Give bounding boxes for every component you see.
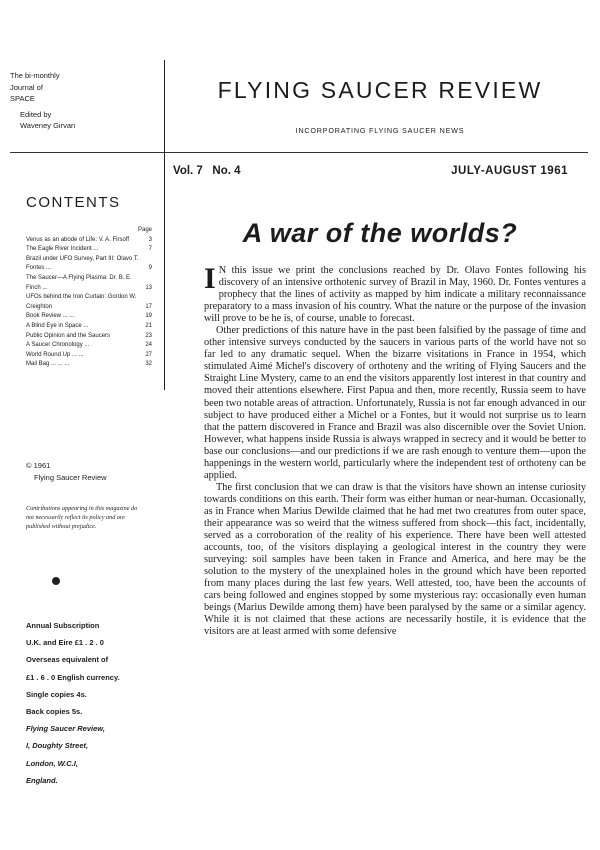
subscription-line: £1 . 6 . 0 English currency. [26, 672, 120, 682]
toc-entry-title: The Saucer—A Flying Plasma: Dr. B. E. Finch ... [26, 274, 132, 291]
journal-intro [10, 70, 160, 132]
address-line: London, W.C.I, [26, 758, 78, 768]
intro-line: Journal of [10, 82, 43, 92]
column-divider [164, 60, 165, 390]
toc-entry-page: 7 [148, 246, 152, 253]
address-line: England. [26, 775, 58, 785]
toc-entry[interactable] [26, 341, 152, 351]
toc-entry-title: A Saucer Chronology ... [26, 342, 90, 349]
toc-entry-title: The Eagle River Incident ... [26, 246, 99, 253]
toc-entry-title: UFOs behind the Iron Curtain: Gordon W. Creighton [26, 294, 137, 310]
toc-entry[interactable] [26, 360, 152, 370]
toc-entry-page: 3 [148, 236, 152, 243]
intro-line: SPACE [10, 94, 35, 103]
issue-date: JULY-AUGUST 1961 [451, 165, 568, 177]
masthead-title: FLYING SAUCER REVIEW [217, 77, 543, 103]
toc-entry[interactable] [26, 245, 152, 255]
bullet-ornament [52, 577, 60, 585]
copyright-line: © 1961 [26, 461, 51, 470]
toc-entry-page: 21 [145, 322, 152, 329]
toc-page-header: Page [137, 227, 152, 233]
article-body [204, 265, 586, 805]
toc-entry[interactable] [26, 293, 152, 312]
address-line: Flying Saucer Review, [26, 724, 105, 734]
toc-entry[interactable] [26, 274, 152, 293]
subscription-line: Overseas equivalent of [26, 655, 109, 665]
subscription-line: Back copies 5s. [26, 707, 83, 717]
toc-entry-page: 27 [145, 351, 152, 358]
toc-entry-page: 23 [145, 332, 152, 339]
intro-line: The bi-monthly [10, 71, 60, 80]
issue-volume: Vol. 7 No. 4 [173, 165, 241, 177]
toc-entry[interactable] [26, 351, 152, 361]
toc-entry[interactable] [26, 312, 152, 322]
address-line: I, Doughty Street, [26, 741, 89, 751]
article-paragraph: Other predictions of this nature have in the past been falsified by the passage of time and other intensive surveys conducted by the saucers in various parts of the world have not so far led to any dramatic sequel. When the bizarre visitations in France in 1954, which stimulated Aimé Michel's discovery of orthoteny and the writing of Flying Saucers and the Straight Line Mystery, came to an end the visitors apparently lost interest in that country and moved their attentions elsewhere. First Papua and then, more recently, Russia seem to have been two notable areas of attraction. Unfortunately, Russia is not far enough advanced in our subject to have produced either a Michel or a Fontes, but it would not surprise us to learn that the pattern discovered in France and Brazil was also discernible over the Soviet Union. However, what happens inside Russia is always wrapped in secrecy and it would be better to base our conclusions—and our predictions if we are rash enough to venture them—upon the happenings in the western world, particularly where the independent test of orthoteny can be applied. [204, 325, 586, 481]
paragraph-text: N this issue we print the conclusions reached by Dr. Olavo Fontes following his discovery of an intensive orthotenic survey of Brazil in May, 1960. Dr. Fontes ventures a prophecy that the lines of activity as mapped by him indicate a military reconnaissance preparatory to a mass invasion of his country. What the nature or the purpose of the invasion will prove to be he is, of course, unable to forecast. [204, 265, 586, 325]
toc-entry-title: A Blind Eye in Space ... [26, 322, 89, 329]
subscription-line: Single copies 4s. [26, 689, 87, 699]
toc-entry-title: Book Review ... ... [26, 313, 75, 320]
editor-name: Waveney Girvan [20, 121, 76, 130]
toc-entry-page: 13 [145, 284, 152, 291]
contents-heading: CONTENTS [26, 194, 121, 211]
header-rule [10, 152, 588, 153]
toc-entry-page: 19 [145, 313, 152, 320]
toc-entry-page: 17 [145, 303, 152, 310]
editorial-disclaimer: Contributions appearing in this magazine do not necessarily reflect its policy and are published without prejudice. [26, 505, 138, 530]
toc-entry-title: Mail Bag ... ... ... [26, 361, 70, 368]
article-paragraph [204, 265, 586, 325]
toc-entry-title: Brazil under UFO Survey, Part III: Olavo T. Fontes ... [26, 255, 139, 272]
toc-entry-page: 9 [148, 265, 152, 272]
toc-entry[interactable] [26, 332, 152, 342]
copyright-holder: Flying Saucer Review [34, 473, 107, 482]
toc-entry-title: World Round Up ... ... [26, 351, 84, 358]
subscription-line: Annual Subscription [26, 621, 100, 630]
masthead-subtitle: INCORPORATING FLYING SAUCER NEWS [295, 126, 465, 135]
toc-entry[interactable] [26, 255, 152, 274]
article-headline: A war of the worlds? [242, 218, 518, 248]
copyright-notice [26, 460, 107, 484]
subscription-line: U.K. and Eire £1 . 2 . 0 [26, 638, 104, 648]
toc-entry-page: 24 [145, 342, 152, 349]
subscription-info [26, 617, 166, 789]
toc-entry-title: Venus as an abode of Life: V. A. Firsoff [26, 236, 130, 243]
article-paragraph: The first conclusion that we can draw is that the visitors have shown an intense curiosity towards conditions on this earth. Their form was either human or near-human. Occasionally, as in France when Marius Dewilde claimed that he had met two creatures from outer space, their appearance was so weird that the witness suffered from shock—this fact, incidentally, served as a corroboration of the reality of his experience. There have been well attested accounts, too, of the visitors displaying a geological interest in the country they were surveying: soil samples have been taken in France and America, and here may be the solution to the mystery of the unexplained holes in the ground which have been reported from many places during the last few years. Well attested, too, have been the accounts of cars being followed and engines stopped by some mysterious ray: occasionally even human beings (Marius Dewilde among them) have been paralysed by the same or a similar agency. While it is not claimed that these actions are necessarily hostile, it is evidence that the visitors are at least armed with some defensive [204, 481, 586, 638]
editor-line: Edited by [20, 109, 52, 119]
toc-entry[interactable] [26, 322, 152, 332]
drop-cap: I [204, 265, 216, 295]
toc-entry-title: Public Opinion and the Saucers [26, 332, 111, 339]
toc-entry-page: 32 [145, 361, 152, 368]
table-of-contents [26, 226, 152, 370]
toc-entry[interactable] [26, 236, 152, 246]
